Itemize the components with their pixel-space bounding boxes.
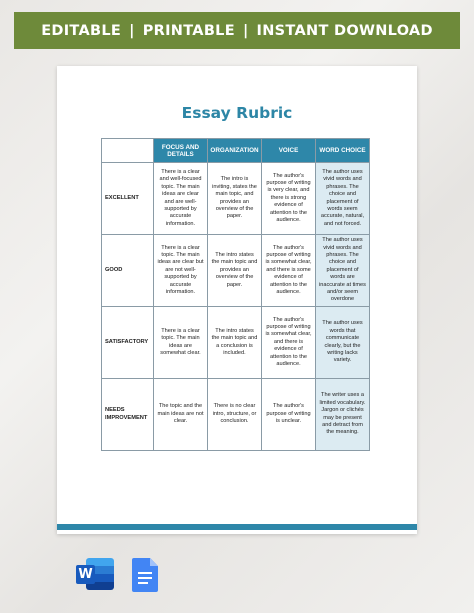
table-cell: The author's purpose of writing is somewhat clear, and there is some evidence of attention to the audience. <box>262 235 316 307</box>
word-icon[interactable]: W <box>76 558 114 590</box>
header-blank <box>102 139 154 163</box>
table-row <box>102 163 370 235</box>
document-preview <box>57 66 417 534</box>
row-label: SATISFACTORY <box>102 307 154 379</box>
app-icons <box>76 558 158 592</box>
table-row <box>102 307 370 379</box>
table-cell: There is a clear topic. The main ideas are somewhat clear. <box>154 307 208 379</box>
banner-separator: | <box>242 22 249 39</box>
google-docs-icon[interactable] <box>132 558 158 592</box>
table-cell: The author uses vivid words and phrases. The choice and placement of words seem accurate, natural, and not forced. <box>316 163 370 235</box>
header-focus-and-details: FOCUS AND DETAILS <box>154 139 208 163</box>
header-voice: VOICE <box>262 139 316 163</box>
table-cell: The intro is inviting, states the main topic, and provides an overview of the paper. <box>208 163 262 235</box>
table-cell: The author's purpose of writing is somewhat clear, and there is evidence of attention to the audience. <box>262 307 316 379</box>
table-row <box>102 235 370 307</box>
table-cell: The writer uses a limited vocabulary. Jargon or clichés may be present and detract from the meaning. <box>316 379 370 451</box>
banner-item-editable: EDITABLE <box>41 22 122 39</box>
row-label: EXCELLENT <box>102 163 154 235</box>
header-word-choice: WORD CHOICE <box>316 139 370 163</box>
row-label: GOOD <box>102 235 154 307</box>
table-cell: There is a clear and well-focused topic. The main ideas are clear and are well-supported by accurate information. <box>154 163 208 235</box>
table-cell: The author uses words that communicate clearly, but the writing lacks variety. <box>316 307 370 379</box>
footer-accent-bar <box>57 524 417 530</box>
table-header-row <box>102 139 370 163</box>
banner-item-printable: PRINTABLE <box>142 22 235 39</box>
table-cell: There is no clear intro, structure, or conclusion. <box>208 379 262 451</box>
table-cell: The intro states the main topic and a conclusion is included. <box>208 307 262 379</box>
table-cell: There is a clear topic. The main ideas are clear but are not well-supported by accurate information. <box>154 235 208 307</box>
document-title: Essay Rubric <box>181 104 293 122</box>
table-cell: The author's purpose of writing is very clear, and there is strong evidence of attention to the audience. <box>262 163 316 235</box>
table-cell: The topic and the main ideas are not clear. <box>154 379 208 451</box>
row-label: NEEDS IMPROVEMENT <box>102 379 154 451</box>
rubric-table <box>101 138 370 451</box>
banner-separator: | <box>129 22 135 39</box>
table-cell: The intro states the main topic and provides an overview of the paper. <box>208 235 262 307</box>
table-row <box>102 379 370 451</box>
table-cell: The author's purpose of writing is unclear. <box>262 379 316 451</box>
header-organization: ORGANIZATION <box>208 139 262 163</box>
feature-banner <box>14 12 460 49</box>
table-cell: The author uses vivid words and phrases. The choice and placement of words are inaccurate at times and/or seem overdone <box>316 235 370 307</box>
banner-item-instant-download: INSTANT DOWNLOAD <box>256 22 433 39</box>
